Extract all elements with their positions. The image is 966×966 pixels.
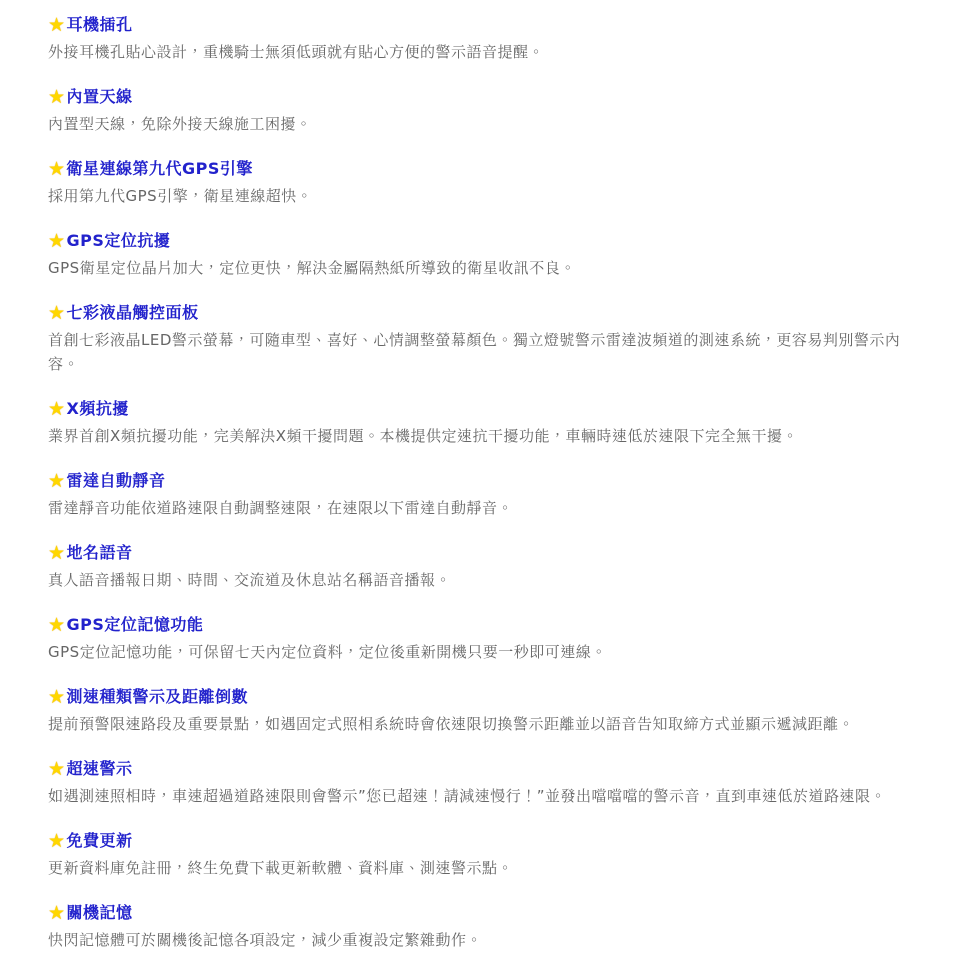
feature-section [48, 614, 946, 664]
feature-title-text: 雷達自動靜音 [66, 471, 166, 490]
star-icon: ★ [48, 757, 66, 780]
feature-list [48, 14, 946, 952]
feature-heading [48, 470, 946, 492]
feature-title-text: 免費更新 [66, 831, 133, 850]
feature-section [48, 686, 946, 736]
feature-heading [48, 14, 946, 36]
star-icon: ★ [48, 685, 66, 708]
feature-section [48, 902, 946, 952]
star-icon: ★ [48, 397, 66, 420]
star-icon: ★ [48, 613, 66, 636]
feature-heading [48, 158, 946, 180]
feature-title-text: GPS定位記憶功能 [66, 615, 204, 634]
star-icon: ★ [48, 301, 66, 324]
feature-section [48, 542, 946, 592]
feature-description: 快閃記憶體可於關機後記憶各項設定，減少重複設定繁雜動作。 [48, 931, 483, 949]
feature-heading [48, 542, 946, 564]
feature-title-text: 地名語音 [66, 543, 133, 562]
star-icon: ★ [48, 541, 66, 564]
feature-description: GPS定位記憶功能，可保留七天內定位資料，定位後重新開機只要一秒即可連線。 [48, 643, 607, 661]
feature-section [48, 230, 946, 280]
feature-description: 外接耳機孔貼心設計，重機騎士無須低頭就有貼心方便的警示語音提醒。 [48, 43, 545, 61]
feature-heading [48, 398, 946, 420]
star-icon: ★ [48, 157, 66, 180]
feature-description: 更新資料庫免註冊，終生免費下載更新軟體、資料庫、測速警示點。 [48, 859, 514, 877]
feature-title-text: X頻抗擾 [66, 399, 129, 418]
feature-title-text: 關機記憶 [66, 903, 133, 922]
feature-heading [48, 614, 946, 636]
feature-title-text: 測速種類警示及距離倒數 [66, 687, 249, 706]
feature-description: 業界首創X頻抗擾功能，完美解決X頻干擾問題。本機提供定速抗干擾功能，車輛時速低於速限下完全無干擾。 [48, 427, 799, 445]
feature-description: 雷達靜音功能依道路速限自動調整速限，在速限以下雷達自動靜音。 [48, 499, 514, 517]
feature-title-text: GPS定位抗擾 [66, 231, 171, 250]
feature-section [48, 398, 946, 448]
feature-description: 首創七彩液晶LED警示螢幕，可隨車型、喜好、心情調整螢幕顏色。獨立燈號警示雷達波頻道的測速系統，更容易判別警示內容。 [48, 331, 901, 373]
feature-section [48, 86, 946, 136]
feature-section [48, 14, 946, 64]
feature-description: 採用第九代GPS引擎，衛星連線超快。 [48, 187, 313, 205]
feature-heading [48, 902, 946, 924]
feature-heading [48, 86, 946, 108]
feature-heading [48, 302, 946, 324]
feature-section [48, 758, 946, 808]
feature-heading [48, 686, 946, 708]
feature-heading [48, 830, 946, 852]
feature-title-text: 七彩液晶觸控面板 [66, 303, 199, 322]
feature-description: 如遇測速照相時，車速超過道路速限則會警示”您已超速！請減速慢行！”並發出噹噹噹的警示音，直到車速低於道路速限。 [48, 787, 887, 805]
feature-title-text: 內置天線 [66, 87, 133, 106]
feature-description: 真人語音播報日期、時間、交流道及休息站名稱語音播報。 [48, 571, 452, 589]
feature-heading [48, 758, 946, 780]
feature-description: GPS衛星定位晶片加大，定位更快，解決金屬隔熱紙所導致的衛星收訊不良。 [48, 259, 576, 277]
star-icon: ★ [48, 229, 66, 252]
star-icon: ★ [48, 469, 66, 492]
feature-section [48, 158, 946, 208]
feature-description: 提前預警限速路段及重要景點，如遇固定式照相系統時會依速限切換警示距離並以語音告知取締方式並顯示遞減距離。 [48, 715, 855, 733]
star-icon: ★ [48, 13, 66, 36]
feature-section [48, 302, 946, 376]
star-icon: ★ [48, 901, 66, 924]
feature-section [48, 830, 946, 880]
feature-heading [48, 230, 946, 252]
feature-title-text: 超速警示 [66, 759, 133, 778]
feature-title-text: 耳機插孔 [66, 15, 133, 34]
star-icon: ★ [48, 85, 66, 108]
feature-section [48, 470, 946, 520]
feature-description: 內置型天線，免除外接天線施工困擾。 [48, 115, 312, 133]
star-icon: ★ [48, 829, 66, 852]
feature-title-text: 衛星連線第九代GPS引擎 [66, 159, 253, 178]
